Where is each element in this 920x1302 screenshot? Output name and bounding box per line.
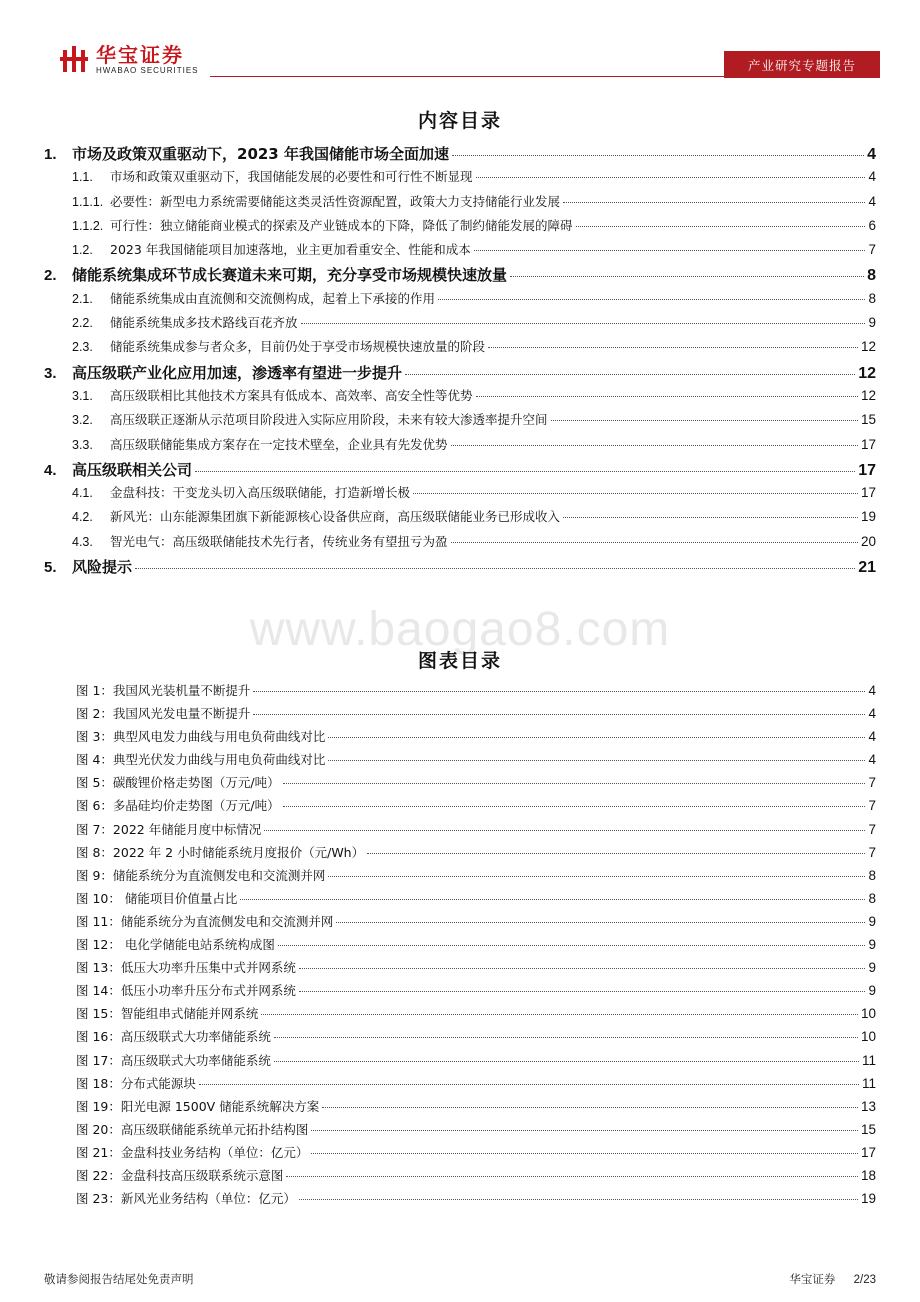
figure-entry-page: 7	[868, 844, 876, 860]
toc-entry-number: 2.2.	[72, 316, 93, 331]
figure-entry-page: 19	[860, 1191, 876, 1207]
figure-dot-leader	[328, 737, 865, 738]
toc-entry-number: 4.3.	[72, 534, 93, 549]
toc-entry-title: 智光电气：高压级联储能技术先行者，传统业务有望扭亏为盈	[110, 533, 448, 549]
report-type-badge: 产业研究专题报告	[724, 51, 880, 78]
figure-entry[interactable]	[76, 1004, 876, 1027]
toc-dot-leader	[451, 542, 858, 543]
toc-dot-leader	[195, 471, 855, 472]
toc-chapter-entry[interactable]	[44, 362, 876, 386]
toc-entry-title: 市场及政策双重驱动下，2023 年我国储能市场全面加速	[72, 145, 449, 163]
logo-english-name: HWABAO SECURITIES	[96, 66, 199, 75]
toc-dot-leader	[413, 493, 858, 494]
figure-entry-page: 4	[868, 683, 876, 698]
figure-entry[interactable]	[76, 1097, 876, 1120]
toc-entry-number: 1.	[44, 146, 57, 163]
figure-dot-leader	[253, 691, 865, 692]
toc-entry-page: 17	[860, 485, 876, 501]
toc-entry-page: 12	[860, 387, 876, 403]
figure-entry-label: 图 9：储能系统分为直流侧发电和交流测并网	[76, 867, 326, 883]
figure-entry-label: 图 12： 电化学储能电站系统构成图	[76, 937, 275, 953]
toc-chapter-entry[interactable]	[44, 143, 876, 167]
toc-entry-title: 市场和政策双重驱动下，我国储能发展的必要性和可行性不断显现	[110, 169, 473, 185]
toc-entry-title: 高压级联相关公司	[72, 460, 193, 479]
toc-section-entry[interactable]	[44, 532, 876, 556]
figure-entry[interactable]	[76, 681, 876, 704]
toc-section-entry[interactable]	[44, 289, 876, 313]
toc-entry-title: 高压级联正逐渐从示范项目阶段进入实际应用阶段，未来有较大渗透率提升空间	[110, 412, 548, 428]
toc-chapter-entry[interactable]	[44, 264, 876, 288]
toc-entry-number: 3.2.	[72, 413, 93, 428]
toc-entry-page: 9	[868, 315, 876, 331]
figure-entry[interactable]	[76, 773, 876, 796]
figure-entry[interactable]	[76, 796, 876, 819]
toc-dot-leader	[452, 155, 864, 156]
figure-entry-label: 图 18：分布式能源块	[76, 1075, 196, 1091]
toc-dot-leader	[405, 374, 855, 375]
toc-entry-number: 1.2.	[72, 243, 93, 258]
figure-dot-leader	[328, 760, 865, 761]
figure-entry[interactable]	[76, 889, 876, 912]
toc-dot-leader	[510, 276, 864, 277]
toc-entry-number: 4.	[44, 461, 57, 479]
toc-entry-title: 必要性：新型电力系统需要储能这类灵活性资源配置，政策大力支持储能行业发展	[110, 193, 561, 209]
figure-dot-leader	[274, 1037, 858, 1038]
figure-dot-leader	[274, 1061, 859, 1062]
figure-entry[interactable]	[76, 727, 876, 750]
toc-entry-title: 高压级联储能集成方案存在一定技术壁垒，企业具有先发优势	[110, 436, 448, 452]
toc-section-entry[interactable]	[44, 192, 876, 216]
figure-dot-leader	[311, 1153, 858, 1154]
figure-entry[interactable]	[76, 704, 876, 727]
figure-entry-page: 17	[860, 1144, 876, 1160]
figure-entry-page: 7	[868, 821, 876, 837]
figure-entry-label: 图 13：低压大功率升压集中式并网系统	[76, 960, 296, 976]
toc-section-entry[interactable]	[44, 483, 876, 507]
toc-entry-title: 高压级联相比其他技术方案具有低成本、高效率、高安全性等优势	[110, 387, 473, 403]
figure-entry-label: 图 6：多晶硅均价走势图（万元/吨）	[76, 798, 280, 814]
logo-chinese-name: 华宝证券	[96, 43, 184, 67]
toc-entry-title: 风险提示	[72, 558, 133, 577]
figure-entry[interactable]	[76, 1074, 876, 1097]
toc-entry-number: 4.1.	[72, 486, 93, 501]
figure-entry-page: 9	[868, 913, 876, 929]
figure-dot-leader	[367, 853, 865, 854]
toc-entry-page: 8	[867, 267, 876, 285]
figure-entry-page: 4	[868, 729, 876, 745]
figure-entry-page: 10	[860, 1006, 876, 1022]
toc-entry-page: 12	[858, 364, 876, 382]
figure-dot-leader	[299, 1199, 858, 1200]
figure-dot-leader	[286, 1176, 858, 1177]
toc-entry-page: 7	[868, 242, 876, 258]
toc-entry-page: 15	[860, 412, 876, 428]
toc-entry-page: 4	[867, 146, 876, 163]
figure-dot-leader	[253, 714, 865, 715]
figure-dot-leader	[283, 806, 866, 807]
figure-entry-label: 图 14：低压小功率升压分布式并网系统	[76, 983, 296, 999]
toc-dot-leader	[451, 445, 858, 446]
toc-dot-leader	[551, 420, 858, 421]
toc-entry-number: 1.1.1.	[72, 194, 104, 209]
figure-entry-label: 图 4：典型光伏发力曲线与用电负荷曲线对比	[76, 752, 326, 768]
toc-dot-leader	[563, 202, 865, 203]
figure-list	[76, 681, 876, 1212]
toc-section-entry[interactable]	[44, 507, 876, 531]
figure-dot-leader	[264, 830, 865, 831]
toc-dot-leader	[301, 323, 866, 324]
figure-entry-page: 8	[868, 867, 876, 883]
figure-entry-page: 10	[860, 1029, 876, 1045]
figure-entry-label: 图 15：智能组串式储能并网系统	[76, 1006, 259, 1022]
toc-entry-page: 4	[868, 193, 876, 209]
figure-entry-label: 图 23：新风光业务结构（单位：亿元）	[76, 1191, 296, 1207]
toc-dot-leader	[135, 568, 855, 569]
figure-entry[interactable]	[76, 1166, 876, 1189]
toc-entry-number: 2.1.	[72, 291, 93, 306]
figure-entry[interactable]	[76, 981, 876, 1004]
toc-entry-page: 19	[860, 509, 876, 525]
figure-entry[interactable]	[76, 912, 876, 935]
toc-entry-page: 21	[858, 559, 876, 577]
toc-entry-number: 4.2.	[72, 510, 93, 525]
figure-entry-label: 图 3：典型风电发力曲线与用电负荷曲线对比	[76, 729, 326, 745]
figure-entry-page: 11	[861, 1052, 876, 1068]
toc-dot-leader	[563, 517, 858, 518]
figure-list-title: 图表目录	[417, 650, 502, 672]
figure-entry-page: 15	[860, 1121, 876, 1137]
toc-entry-number: 1.1.2.	[72, 218, 104, 233]
toc-entry-title: 储能系统集成多技术路线百花齐放	[110, 315, 298, 331]
toc-dot-leader	[476, 396, 858, 397]
toc-section-entry[interactable]	[44, 337, 876, 361]
figure-dot-leader	[328, 876, 865, 877]
toc-dot-leader	[474, 250, 866, 251]
toc-dot-leader	[488, 347, 858, 348]
figure-dot-leader	[299, 968, 866, 969]
figure-entry-label: 图 17：高压级联式大功率储能系统	[76, 1052, 271, 1068]
page-header	[0, 0, 920, 90]
figure-entry-label: 图 1：我国风光装机量不断提升	[76, 683, 251, 698]
footer-page-info	[789, 1271, 876, 1287]
toc-chapter-entry[interactable]	[44, 556, 876, 580]
toc-dot-leader	[476, 177, 866, 178]
figure-dot-leader	[283, 783, 866, 784]
figure-entry-label: 图 21：金盘科技业务结构（单位：亿元）	[76, 1144, 309, 1160]
figure-entry-label: 图 5：碳酸锂价格走势图（万元/吨）	[76, 775, 280, 791]
toc-dot-leader	[576, 226, 866, 227]
toc-entry-page: 8	[868, 290, 876, 306]
toc-entry-number: 1.1.	[72, 170, 93, 185]
toc-entry-number: 3.3.	[72, 437, 93, 452]
footer-page-number: 2/23	[853, 1274, 876, 1286]
figure-dot-leader	[336, 922, 865, 923]
figure-entry-page: 8	[868, 890, 876, 906]
toc-entry-title: 储能系统集成由直流侧和交流侧构成，起着上下承接的作用	[110, 290, 436, 306]
figure-dot-leader	[199, 1084, 859, 1085]
watermark: www.baogao8.com	[249, 603, 671, 656]
figure-entry-label: 图 7：2022 年储能月度中标情况	[76, 821, 262, 837]
figure-entry-page: 4	[868, 752, 876, 768]
figure-entry[interactable]	[76, 1027, 876, 1050]
toc-entry-page: 12	[860, 339, 876, 355]
figure-entry-label: 图 11：储能系统分为直流侧发电和交流测并网	[76, 913, 334, 929]
figure-entry-label: 图 8：2022 年 2 小时储能系统月度报价（元/Wh）	[76, 844, 365, 860]
figure-entry[interactable]	[76, 1120, 876, 1143]
figure-entry[interactable]	[76, 935, 876, 958]
toc-entry-page: 4	[868, 169, 876, 185]
toc-chapter-entry[interactable]	[44, 459, 876, 483]
toc-entry-number: 3.	[44, 364, 57, 382]
figure-entry-label: 图 2：我国风光发电量不断提升	[76, 706, 251, 722]
toc-entry-number: 2.	[44, 267, 57, 285]
figure-entry-page: 9	[868, 960, 876, 976]
figure-dot-leader	[311, 1130, 858, 1131]
huabao-logo-icon	[60, 44, 90, 74]
figure-entry-label: 图 10： 储能项目价值量占比	[76, 890, 238, 906]
figure-entry-page: 7	[868, 775, 876, 791]
toc-entry-title: 储能系统集成环节成长赛道未来可期，充分享受市场规模快速放量	[72, 266, 508, 285]
figure-entry-label: 图 16：高压级联式大功率储能系统	[76, 1029, 271, 1045]
figure-dot-leader	[299, 991, 866, 992]
toc-section-entry[interactable]	[44, 313, 876, 337]
toc-entry-page: 17	[858, 461, 876, 479]
toc-entry-title: 储能系统集成参与者众多，目前仍处于享受市场规模快速放量的阶段	[110, 339, 486, 355]
figure-dot-leader	[322, 1107, 858, 1108]
toc-entry-title: 新风光：山东能源集团旗下新能源核心设备供应商，高压级联储能业务已形成收入	[110, 509, 561, 525]
figure-dot-leader	[261, 1014, 858, 1015]
toc-section-entry[interactable]	[44, 386, 876, 410]
footer-disclaimer: 敬请参阅报告结尾处免责声明	[44, 1272, 194, 1286]
figure-entry-page: 9	[868, 937, 876, 953]
header-divider	[210, 76, 725, 77]
figure-entry-page: 9	[868, 983, 876, 999]
toc-section-entry[interactable]	[44, 240, 876, 264]
figure-dot-leader	[240, 899, 865, 900]
toc-title: 内容目录	[417, 110, 502, 132]
toc-entry-number: 2.3.	[72, 340, 93, 355]
figure-entry[interactable]	[76, 866, 876, 889]
figure-entry[interactable]	[76, 1143, 876, 1166]
toc-entry-title: 可行性：独立储能商业模式的探索及产业链成本的下降，降低了制约储能发展的障碍	[110, 217, 573, 233]
toc-entry-title: 2023 年我国储能项目加速落地，业主更加看重安全、性能和成本	[110, 242, 471, 258]
company-logo	[60, 44, 199, 80]
figure-entry-page: 7	[868, 798, 876, 814]
figure-entry-label: 图 19：阳光电源 1500V 储能系统解决方案	[76, 1098, 320, 1114]
toc-entry-page: 6	[868, 217, 876, 233]
figure-entry[interactable]	[76, 1051, 876, 1074]
figure-dot-leader	[278, 945, 866, 946]
figure-entry-page: 18	[860, 1167, 876, 1183]
figure-entry[interactable]	[76, 750, 876, 773]
toc-section-entry[interactable]	[44, 167, 876, 191]
figure-entry-page: 4	[868, 706, 876, 722]
toc-dot-leader	[438, 299, 865, 300]
figure-entry[interactable]	[76, 1189, 876, 1212]
figure-entry-label: 图 22：金盘科技高压级联系统示意图	[76, 1167, 284, 1183]
toc-entry-title: 高压级联产业化应用加速，渗透率有望进一步提升	[72, 363, 403, 382]
toc-section-entry[interactable]	[44, 410, 876, 434]
toc-entry-number: 3.1.	[72, 388, 93, 403]
footer-company: 华宝证券	[789, 1272, 836, 1286]
toc-entry-page: 20	[860, 533, 876, 549]
figure-entry-page: 13	[860, 1098, 876, 1114]
toc-entry-title: 金盘科技：干变龙头切入高压级联储能，打造新增长极	[110, 485, 411, 501]
toc-entry-number: 5.	[44, 559, 57, 577]
figure-entry[interactable]	[76, 820, 876, 843]
figure-entry-label: 图 20：高压级联储能系统单元拓扑结构图	[76, 1121, 309, 1137]
toc-section-entry[interactable]	[44, 216, 876, 240]
toc-section-entry[interactable]	[44, 435, 876, 459]
toc-entry-page: 17	[860, 436, 876, 452]
figure-entry-page: 11	[861, 1075, 876, 1091]
table-of-contents	[44, 143, 876, 580]
figure-entry[interactable]	[76, 958, 876, 981]
figure-entry[interactable]	[76, 843, 876, 866]
